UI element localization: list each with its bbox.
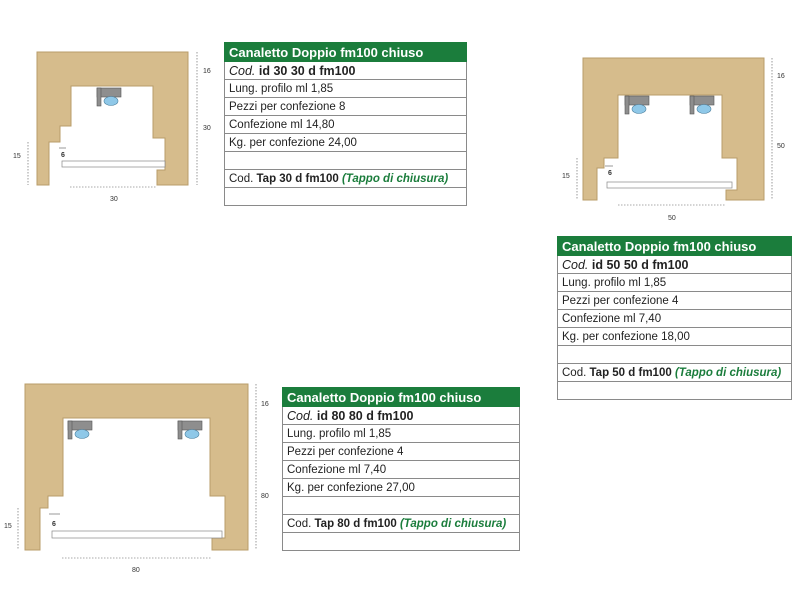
spec-row-empty — [283, 497, 520, 515]
dim-inner: 6 — [52, 521, 56, 528]
spec-title: Canaletto Doppio fm100 chiuso — [283, 388, 520, 407]
dim-inner: 6 — [608, 170, 612, 177]
dim-side: 15 — [13, 153, 21, 160]
spec-row: Confezione ml 14,80 — [225, 116, 467, 134]
product-code: Cod. id 80 80 d fm100 — [283, 407, 520, 425]
spec-row: Confezione ml 7,40 — [558, 310, 792, 328]
dim-height: 30 — [203, 125, 211, 132]
dim-height: 80 — [261, 493, 269, 500]
spec-row: Lung. profilo ml 1,85 — [283, 425, 520, 443]
profile-drawing-50 — [555, 50, 800, 225]
dim-height: 50 — [777, 143, 785, 150]
spec-title: Canaletto Doppio fm100 chiuso — [225, 43, 467, 62]
dim-inner: 6 — [61, 152, 65, 159]
dim-top: 16 — [261, 401, 269, 408]
spec-row: Kg. per confezione 24,00 — [225, 134, 467, 152]
lamp-icon — [690, 96, 714, 114]
dim-top: 16 — [777, 73, 785, 80]
spec-row: Lung. profilo ml 1,85 — [225, 80, 467, 98]
lamp-icon — [625, 96, 649, 114]
lamp-icon — [68, 421, 92, 439]
spec-row: Lung. profilo ml 1,85 — [558, 274, 792, 292]
spec-row: Kg. per confezione 27,00 — [283, 479, 520, 497]
cover-strip — [52, 531, 222, 538]
product-code: Cod. id 50 50 d fm100 — [558, 256, 792, 274]
dim-side: 15 — [4, 523, 12, 530]
spec-row: Pezzi per confezione 4 — [283, 443, 520, 461]
lamp-icon — [97, 88, 121, 106]
profile-drawing-30 — [0, 40, 225, 205]
spec-row-empty — [558, 382, 792, 400]
spec-row: Confezione ml 7,40 — [283, 461, 520, 479]
profile-body — [25, 384, 248, 550]
spec-title: Canaletto Doppio fm100 chiuso — [558, 237, 792, 256]
product-code: Cod. id 30 30 d fm100 — [225, 62, 467, 80]
spec-row: Kg. per confezione 18,00 — [558, 328, 792, 346]
spec-row: Pezzi per confezione 4 — [558, 292, 792, 310]
tap-code: Cod. Tap 30 d fm100 (Tappo di chiusura) — [225, 170, 467, 188]
profile-body — [583, 58, 764, 200]
tap-code: Cod. Tap 50 d fm100 (Tappo di chiusura) — [558, 364, 792, 382]
spec-row-empty — [283, 533, 520, 551]
dim-top: 16 — [203, 68, 211, 75]
spec-table-30 — [224, 42, 467, 206]
dim-side: 15 — [562, 173, 570, 180]
tap-code: Cod. Tap 80 d fm100 (Tappo di chiusura) — [283, 515, 520, 533]
spec-row-empty — [225, 152, 467, 170]
dim-width: 80 — [132, 567, 140, 574]
spec-row-empty — [225, 188, 467, 206]
spec-row-empty — [558, 346, 792, 364]
spec-table-50 — [557, 236, 792, 400]
spec-table-80 — [282, 387, 520, 551]
lamp-icon — [178, 421, 202, 439]
dim-width: 50 — [668, 215, 676, 222]
cover-strip — [62, 161, 165, 167]
spec-row: Pezzi per confezione 8 — [225, 98, 467, 116]
profile-drawing-80 — [0, 378, 280, 578]
cover-strip — [607, 182, 732, 188]
dim-width: 30 — [110, 196, 118, 203]
